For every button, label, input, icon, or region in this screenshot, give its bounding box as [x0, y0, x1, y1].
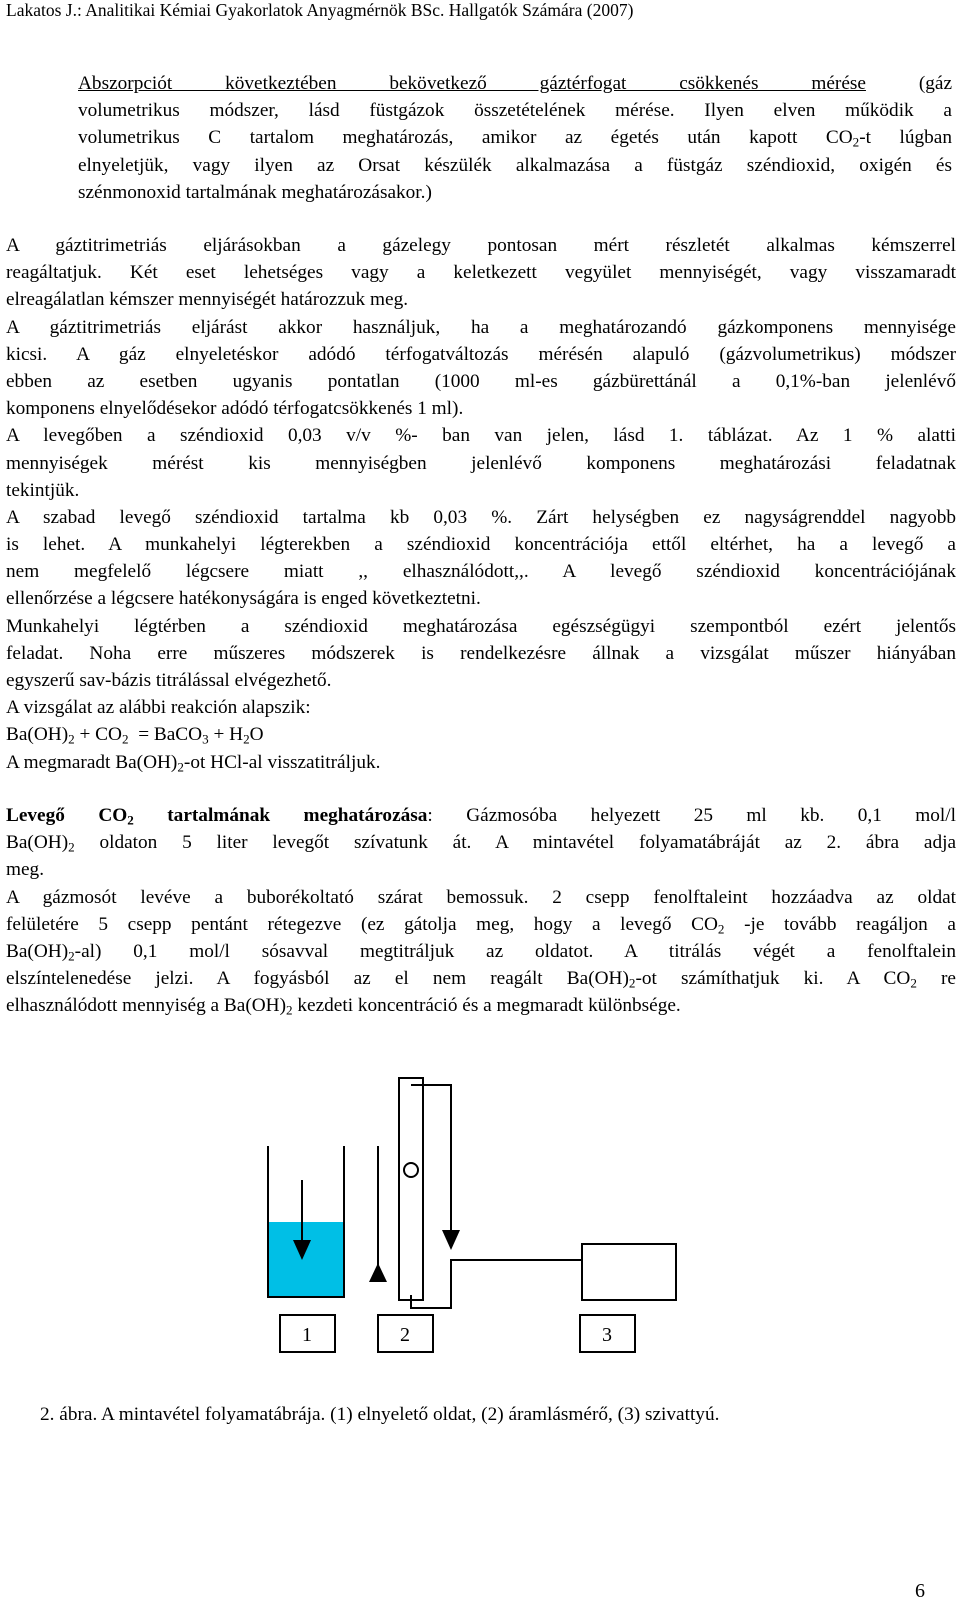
- intro-line: elnyeletjük, vagy ilyen az Orsat készülék alkalmazása a füstgáz széndioxid, oxigén és: [78, 154, 952, 176]
- absorber-liquid: [268, 1222, 344, 1297]
- label-1: 1: [302, 1324, 312, 1346]
- intro-text: -t lúgban: [859, 127, 953, 149]
- figure-caption: 2. ábra. A mintavétel folyamatábrája. (1) elnyelető oldat, (2) áramlásmérő, (3) szivattyú.: [40, 1404, 720, 1425]
- subscript: 2: [852, 134, 860, 150]
- body-line: A szabad levegő széndioxid tartalma kb 0,03 %. Zárt helységben ez nagyságrenddel nagyobb: [6, 506, 956, 528]
- flowmeter: [399, 1078, 423, 1300]
- intro-paragraph: [78, 70, 952, 206]
- body-line: Munkahelyi légtérben a széndioxid meghatározása egészségügyi szempontból ezért jelentős: [6, 615, 956, 637]
- connection-tube: [411, 1085, 451, 1230]
- body-line: tekintjük.: [6, 479, 80, 501]
- body-line: A gáztitrimetriás eljárást akkor használjuk, ha a meghatározandó gázkomponens mennyisége: [6, 316, 956, 338]
- body-line: elreagálatlan kémszer mennyiségét határozzuk meg.: [6, 289, 409, 311]
- reaction-equation: $Ba(OH)_2 + CO_2$ = BaCO$_3$ + $H_2O$: [6, 724, 264, 747]
- pump: [582, 1244, 676, 1300]
- body-line: egyszerű sav-bázis titrálással elvégezhető.: [6, 670, 332, 691]
- body-text: [6, 232, 956, 776]
- co2-section: Levegő $CO_2$ tartalmának meghatározása: Gázmosóba helyezett 25 ml kb. 0,1 mol/l $Ba(OH)_2$ oldaton 5 liter levegőt szívatunk át. A mintavétel folyamatábráját az 2. ábra adja meg. A gázmosót levéve a buborékoltató szárat bemossuk. 2 csepp fenolftaleint hozzáadva az oldat felületére 5 csepp pentánt rétegezve (ez gátolja meg, hogy a levegő $CO_2$ -je tovább reagáljon a $Ba(OH)_2-al$) 0,1 mol/l sósavval megtitráljuk az oldatot. A titrálás végét a fenolftalein elszíntelenedése jelzi. A fogyásból az el nem reagált $Ba(OH)_2-ot$ számíthatjuk ki. A $CO_2$ re elhasználódott mennyiség a $Ba(OH)_2$ kezdeti koncentráció és a megmaradt különbsége.: [6, 805, 956, 1018]
- label-2: 2: [400, 1324, 410, 1346]
- intro-text: (gáz: [865, 73, 953, 94]
- body-line: nem megfelelő légcsere miatt ,, elhasználódott,,. A levegő széndioxid koncentrációjának: [6, 561, 956, 583]
- label-3: 3: [602, 1324, 612, 1346]
- body-line: reagáltatjuk. Két eset lehetséges vagy a keletkezett vegyület mennyiségét, vagy visszamaradt: [6, 262, 956, 284]
- body-line: A vizsgálat az alábbi reakción alapszik:: [6, 697, 311, 719]
- body-line: is lehet. A munkahelyi légterekben a széndioxid koncentrációja ettől eltérhet, ha a levegő a: [6, 534, 956, 556]
- outlet-arrow-icon: [369, 1263, 387, 1282]
- body-line: mennyiségek mérést kis mennyiségben jelenlévő komponens meghatározási feladatnak: [6, 452, 956, 474]
- body-line: ellenőrzése a légcsere hatékonyságára is enged következtetni.: [6, 588, 481, 610]
- body-line: komponens elnyelődésekor adódó térfogatcsökkenés 1 ml).: [6, 398, 464, 420]
- back-titration-line: A megmaradt $Ba(OH)_2-ot$ HCl-al visszatitráljuk.: [6, 751, 381, 774]
- section-text: : Gázmosóba helyezett 25 ml kb. 0,1 mol/l: [427, 805, 956, 826]
- intro-line: volumetrikus módszer, lásd füstgázok összetételének mérése. Ilyen elven működik a: [78, 100, 952, 122]
- body-line: ebben az esetben ugyanis pontatlan (1000 ml-es gázbürettánál a 0,1%-ban jelenlévő: [6, 370, 956, 392]
- section-line: meg.: [6, 859, 45, 881]
- flowmeter-float: [404, 1163, 418, 1177]
- body-line: A gáztitrimetriás eljárásokban a gázelegy pontosan mért részletét alkalmas kémszerrel: [6, 235, 956, 256]
- sampling-flow-diagram: [0, 1060, 960, 1380]
- running-header: Lakatos J.: Analitikai Kémiai Gyakorlatok Anyagmérnök BSc. Hallgatók Számára (2007): [6, 0, 634, 20]
- body-line: feladat. Noha erre műszeres módszerek is rendelkezésre állnak a vizsgálat műszer hiányában: [6, 642, 956, 664]
- intro-underlined-phrase: Abszorpciót következtében bekövetkező gáztérfogat csökkenés mérése: [78, 73, 866, 94]
- page-number: 6: [915, 1580, 925, 1602]
- section-title: Levegő $CO_2$ tartalmának meghatározása: [6, 805, 428, 828]
- body-line: A levegőben a széndioxid 0,03 v/v %- ban van jelen, lásd 1. táblázat. Az 1 % alatti: [6, 425, 956, 447]
- body-line: kicsi. A gáz elnyeletéskor adódó térfogatváltozás mérésén alapuló (gázvolumetrikus) módszer: [6, 343, 956, 365]
- intro-text: volumetrikus C tartalom meghatározás, amikor az égetés után kapott CO: [78, 127, 853, 149]
- flow-arrow-icon: [442, 1230, 460, 1250]
- pump-tube: [411, 1260, 582, 1308]
- section-line: A gázmosót levéve a buborékoltató szárat bemossuk. 2 csepp fenolftaleint hozzáadva az oldat: [6, 886, 956, 908]
- intro-line: szénmonoxid tartalmának meghatározásakor.): [78, 181, 432, 203]
